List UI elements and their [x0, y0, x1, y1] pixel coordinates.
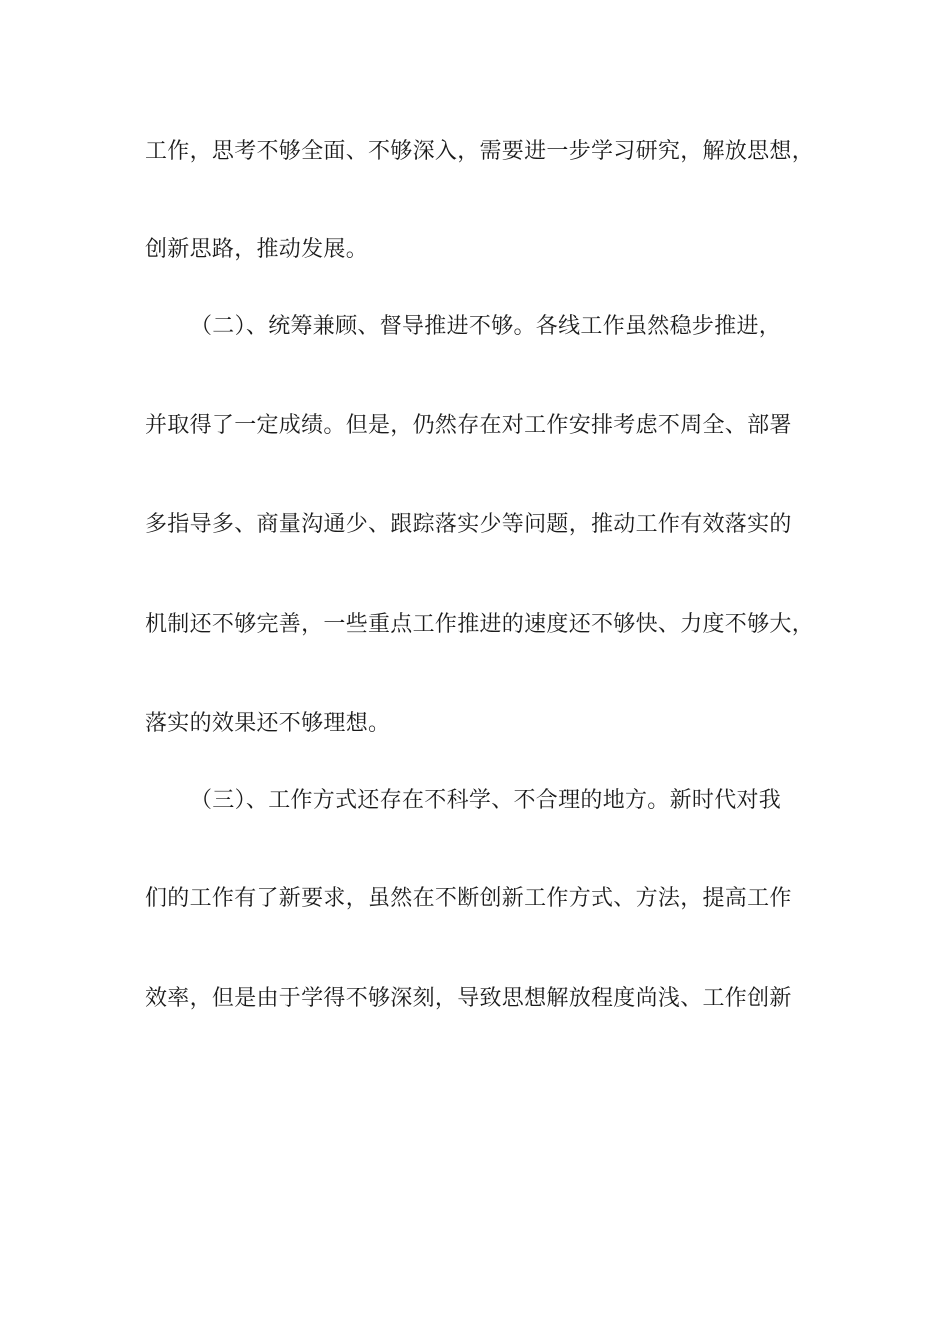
text-line: 工作，思考不够全面、不够深入，需要进一步学习研究，解放思想，: [145, 139, 815, 164]
text-line: 多指导多、商量沟通少、跟踪落实少等问题，推动工作有效落实的: [145, 512, 792, 537]
text-line: 落实的效果还不够理想。: [145, 711, 391, 736]
text-line: 们的工作有了新要求，虽然在不断创新工作方式、方法，提高工作: [145, 886, 792, 911]
paragraph-heading-2: （二）、统筹兼顾、督导推进不够。各线工作虽然稳步推进，: [190, 314, 782, 339]
text-line: 效率，但是由于学得不够深刻，导致思想解放程度尚浅、工作创新: [145, 986, 792, 1011]
text-line: 机制还不够完善，一些重点工作推进的速度还不够快、力度不够大，: [145, 612, 815, 637]
text-line: 创新思路，推动发展。: [145, 237, 369, 262]
paragraph-heading-3: （三）、工作方式还存在不科学、不合理的地方。新时代对我: [190, 788, 782, 813]
text-line: 并取得了一定成绩。但是，仍然存在对工作安排考虑不周全、部署: [145, 413, 792, 438]
